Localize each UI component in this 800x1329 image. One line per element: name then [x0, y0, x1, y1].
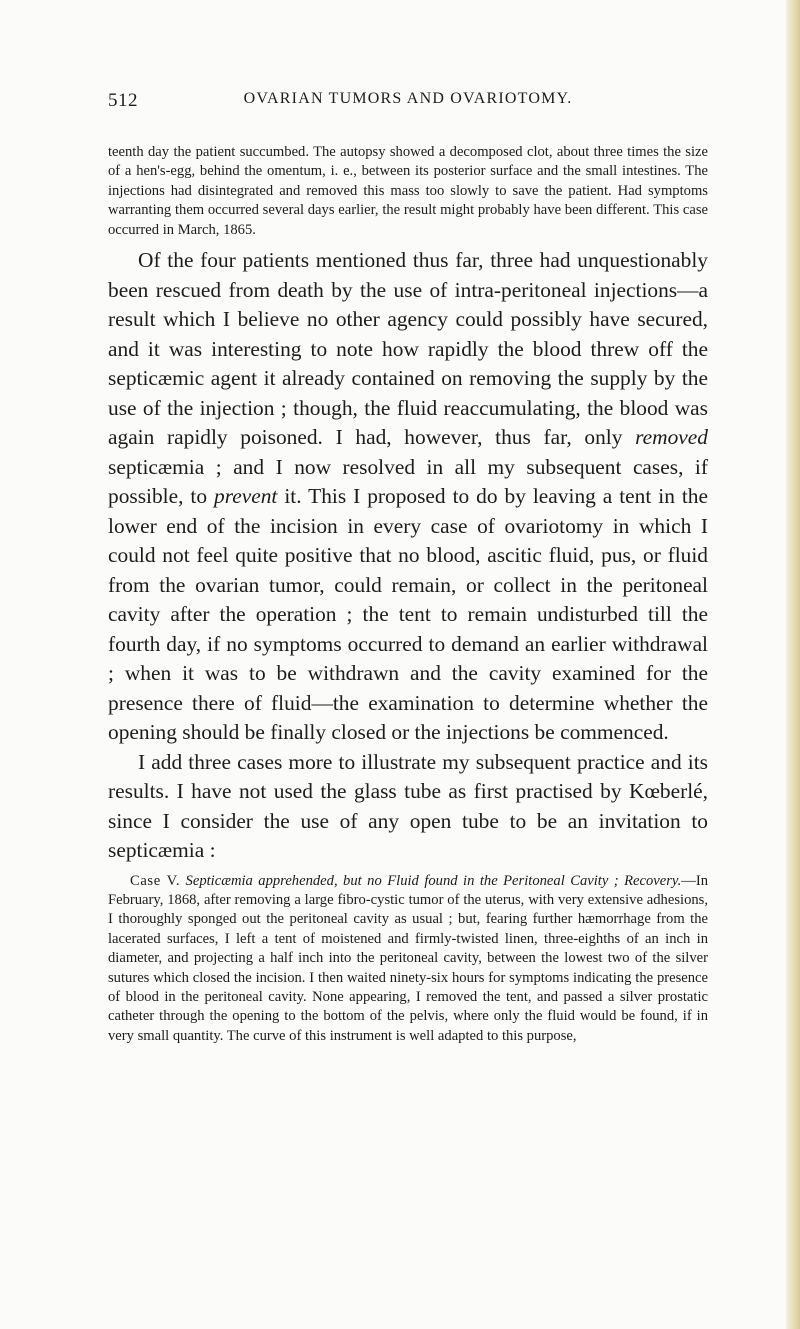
- running-header: [108, 90, 708, 114]
- paragraph-text: Of the four patients mentioned thus far, three had unquestionably been rescued from death by the use of intra-peritoneal injections—a result which I believe no other agency could possibly have secured, and it was interesting to note how rapidly the blood threw off the septicæmic agent it already contained on removing the supply by the use of the injection ; though, the fluid reaccumulating, the blood was again rapidly poisoned. I had, however, thus far, only: [108, 248, 708, 450]
- emphasis-prevent: prevent: [214, 484, 278, 509]
- paragraph-case-v: [108, 872, 708, 1047]
- paragraph-septicaemia-prevention: [108, 246, 708, 748]
- paragraph-case-conclusion: teenth day the patient succumbed. The autopsy showed a decomposed clot, about three times the size of a hen's-egg, behind the omentum, i. e., between its posterior surface and the small intestines. The injections had disintegrated and removed this mass too slowly to save the patient. Had symptoms warranting them occurred several days earlier, the result might probably have been different. This case occurred in March, 1865.: [108, 144, 708, 238]
- emphasis-removed: removed: [635, 425, 708, 450]
- paragraph-additional-cases: I add three cases more to illustrate my subsequent practice and its results. I have not used the glass tube as first practised by Kœberlé, since I consider the use of any open tube to be an invitation to septicæmia :: [108, 749, 708, 863]
- paragraph-text: it. This I proposed to do by leaving a tent in the lower end of the incision in every case of ovariotomy in which I could not feel quite positive that no blood, ascitic fluid, pus, or fluid from the ovarian tumor, could remain, or collect in the peritoneal cavity after the operation ; the tent to remain undisturbed till the fourth day, if no symptoms occurred to demand an earlier withdrawal ; when it was to be withdrawn and the cavity examined for the presence there of fluid—the examination to determine whether the opening should be finally closed or the injections be commenced.: [108, 484, 708, 745]
- page-number: 512: [108, 90, 138, 111]
- body-text: [108, 143, 708, 1046]
- running-title: OVARIAN TUMORS AND OVARIOTOMY.: [243, 90, 573, 107]
- page-edge: [786, 0, 800, 1329]
- case-label: Case V.: [130, 872, 181, 889]
- case-text: —In February, 1868, after removing a large fibro-cystic tumor of the uterus, with very extensive adhesions, I thoroughly sponged out the peritoneal cavity as usual ; but, fearing further hæmorrhage from the lacerated surfaces, I left a tent of moistened and firmly-twisted linen, three-eighths of an inch in diameter, and projecting a half inch into the peritoneal cavity, between the lowest two of the silver sutures which closed the incision. I then waited ninety-six hours for symptoms indicating the presence of blood in the peritoneal cavity. None appearing, I removed the tent, and passed a silver prostatic catheter through the opening to the bottom of the pelvis, where only the fluid would be found, if in very small quantity. The curve of this instrument is well adapted to this purpose,: [108, 872, 708, 1044]
- paragraph-text: septicæmia ; and I now resolved in all my subsequent cases, if possible, to: [108, 454, 708, 509]
- case-title: Septicæmia apprehended, but no Fluid found in the Peritoneal Cavity ; Recovery.: [185, 872, 682, 889]
